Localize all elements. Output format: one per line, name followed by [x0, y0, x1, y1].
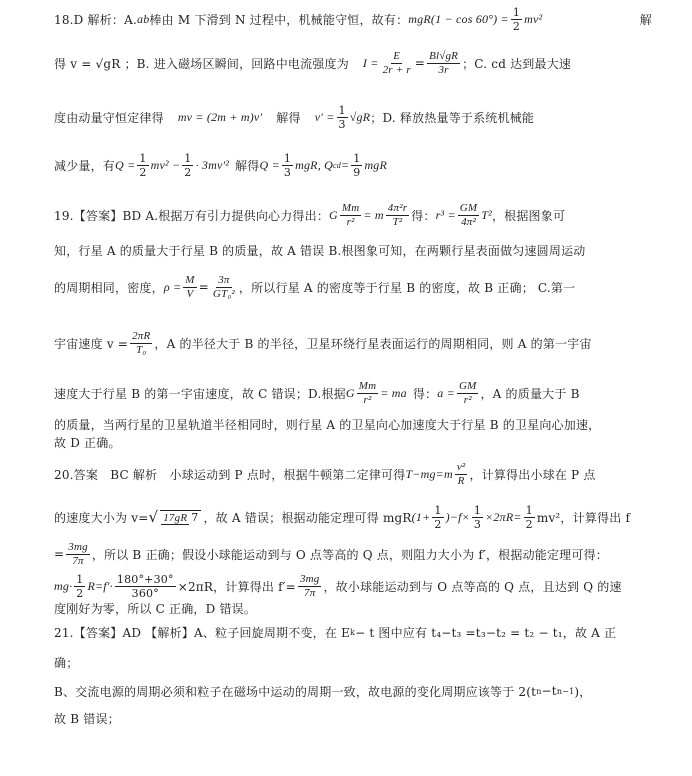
q18-text: 度由动量守恒定律得 [54, 110, 164, 125]
q18-fraction: $\frac{1}{3}$ [338, 103, 346, 131]
q18-formula: Q = [115, 157, 136, 172]
q18-text: 解 [639, 12, 652, 27]
q19-line-1: 19.【答案】BD A.根据万有引力提供向心力得出： G $\frac{Mm}{\text{r²}}$ = m $\frac{\text{4π²r}}{\text{T²}}$ 得： r³ = $\frac{GM}{\text{4π²}}$ T² ，根据图象可 [54, 201, 566, 228]
q18-formula: · 3mv′² [195, 157, 230, 172]
q18-formula: mgR, Q [295, 157, 333, 172]
q21-text: 确； [54, 655, 79, 670]
q18-text: 18.D 解析：A. [54, 12, 138, 27]
q18-formula: = [414, 56, 426, 70]
q20-text: ×2πR，计算得出 f′= [177, 579, 296, 594]
q19-text: 的质量，当两行星的卫星轨道半径相同时，则行星 A 的卫星向心加速度大于行星 B 的卫星向心加速， [54, 417, 601, 432]
q19-text: 得： [412, 386, 438, 401]
q19-text: ，所以行星 A 的密度等于行星 B 的密度，故 B 正确； C.第一 [238, 280, 576, 295]
q18-text: 得 v = √gR ；B. 进入磁场区瞬间，回路中电流强度为 [54, 56, 349, 71]
q21-line-2 [54, 652, 652, 672]
q19-text: ，A 的半径大于 B 的半径，卫星环绕行星表面运行的周期相同，则 A 的第一宇宙 [154, 336, 592, 351]
q21-text: 故 B 错误； [54, 711, 120, 726]
q20-line-2: 的速度大小为 v= √ 17gR 7 ，故 A 错误；根据动能定理可得 mgR (1+ $\frac{1}{2}$ )−f× $\frac{1}{3}$ ×2πR= $\frac{1}{2}$ mv²，计算得出 f [54, 503, 631, 531]
q20-line-5 [54, 598, 652, 618]
q18-math: ab [137, 11, 150, 26]
q18-fraction: $\frac{1}{2}$ [512, 5, 521, 33]
q20-text: 的速度大小为 v= [54, 510, 149, 525]
q21-text: 21.【答案】AD 【解析】A、粒子回旋周期不变，在 E [54, 625, 351, 640]
q20-line-1: 20.答案 BC 解析 小球运动到 P 点时，根据牛顿第二定律可得 T−mg=m $\frac{\text{v²}}{R}$ ，计算得出小球在 P 点 [54, 460, 596, 487]
q18-formula: mgR(1 − cos 60°) = [408, 11, 509, 26]
q19-line-4: 宇宙速度 v = $\frac{2\pi R}{\text{T₀}}$ ，A 的半径大于 B 的半径，卫星环绕行星表面运行的周期相同，则 A 的第一宇宙 [54, 329, 592, 356]
q21-line-1: 21.【答案】AD 【解析】A、粒子回旋周期不变，在 E k − t 图中应有 t₄−t₃ =t₃−t₂ = t₂ − t₁，故 A 正 [54, 625, 617, 640]
q19-line-3: 的周期相同，密度， ρ = $\frac{M}{V}$ = $\frac{3\pi}{\text{GT₀²}}$ ，所以行星 A 的密度等于行星 B 的密度，故 B 正确； C.第一 [54, 273, 576, 300]
q19-text: 故 D 正确。 [54, 435, 121, 450]
q18-formula: √gR [349, 109, 371, 124]
q18-fraction: $\frac{E}{2r + r}$ [382, 49, 411, 76]
q21-line-3: B、交流电源的周期必须和粒子在磁场中运动的周期一致，故电源的变化周期应该等于 2(t n −t n−1 )， [54, 684, 592, 699]
q18-text: ；C. cd 达到最大速 [462, 56, 572, 71]
q18-line-1 [54, 6, 652, 32]
q20-text: 20.答案 BC 解析 小球运动到 P 点时，根据牛顿第二定律可得 [54, 467, 406, 482]
q18-line-2 [54, 48, 652, 78]
q18-fraction: $\frac{Bl√gR}{3r}$ [429, 49, 459, 76]
q18-text: 减少量，有 [54, 158, 116, 173]
q20-text: ，所以 B 正确；假设小球能运动到与 O 点等高的 Q 点，则阻力大小为 f′，根据动能定理可得： [91, 547, 608, 562]
q18-line-4: 减少量，有 Q = $\frac{1}{2}$ mv² − $\frac{1}{2}$ · 3mv′² 解得 Q = $\frac{1}{3}$ mgR, Q cd = $\frac{1}{9}$ mgR [54, 151, 388, 179]
q18-formula: mgR [364, 157, 388, 172]
q20-text: mv²，计算得出 f [536, 510, 631, 525]
q19-line-2 [54, 240, 652, 260]
q21-line-4 [54, 708, 652, 728]
q20-text: ，故 A 错误；根据动能定理可得 mgR [203, 510, 412, 525]
q19-text: 速度大于行星 B 的第一宇宙速度，故 C 错误；D.根据 [54, 386, 346, 401]
q18-text: 解得 [276, 110, 301, 125]
q18-line-3 [54, 102, 652, 132]
q19-text: ，根据图象可 [491, 208, 566, 223]
q18-formula: mv² [524, 11, 543, 26]
q20-text: ，计算得出小球在 P 点 [469, 467, 596, 482]
q19-text: 知，行星 A 的质量大于行星 B 的质量，故 A 错误 B.根图象可知，在两颗行星表面做匀速圆周运动 [54, 243, 586, 258]
q18-text: 棒由 M 下滑到 N 过程中，机械能守恒，故有： [149, 12, 409, 27]
q19-text: 19.【答案】BD A.根据万有引力提供向心力得出： [54, 208, 330, 223]
q18-formula: = [340, 157, 350, 172]
q19-text: 宇宙速度 v = [54, 336, 129, 351]
q18-text: ；D. 释放热量等于系统机械能 [370, 110, 535, 125]
q21-text: − t 图中应有 t₄−t₃ =t₃−t₂ = t₂ − t₁，故 A 正 [355, 625, 617, 640]
q20-text: 度刚好为零，所以 C 正确，D 错误。 [54, 601, 257, 616]
q19-text: ，A 的质量大于 B [480, 386, 580, 401]
q20-line-3: = $\frac{3mg}{7\pi}$ ，所以 B 正确；假设小球能运动到与 O 点等高的 Q 点，则阻力大小为 f′，根据动能定理可得： [54, 540, 608, 567]
q19-line-5: 速度大于行星 B 的第一宇宙速度，故 C 错误；D.根据 G $\frac{Mm}{\text{r²}}$ = ma 得： a = $\frac{GM}{\text{r²}}$ ，A 的质量大于 B [54, 379, 580, 406]
q18-formula: mv = (2m + m)v′ [177, 109, 263, 124]
q18-formula: Q = [259, 157, 280, 172]
q18-text: 解得 [235, 158, 260, 173]
q19-text: 的周期相同，密度， [54, 280, 164, 295]
q20-line-4: mg· $\frac{1}{2}$ R=f′· $\frac{180^\circ+30^\circ}{360^\circ}$ ×2πR，计算得出 f′= $\frac{3mg}{7\pi}$ ，故小球能运动到与 O 点等高的 Q 点，且达到 Q 的速 [54, 572, 622, 600]
q19-line-7 [54, 432, 652, 452]
q18-formula: v′ = [314, 109, 335, 124]
q18-formula: I = [362, 55, 379, 70]
q21-text: B、交流电源的周期必须和粒子在磁场中运动的周期一致，故电源的变化周期应该等于 2(t [54, 684, 537, 699]
q19-line-6 [54, 414, 652, 434]
q19-text: 得： [411, 208, 436, 223]
q20-text: ，故小球能运动到与 O 点等高的 Q 点，且达到 Q 的速 [323, 579, 622, 594]
q18-formula: mv² − [150, 157, 181, 172]
